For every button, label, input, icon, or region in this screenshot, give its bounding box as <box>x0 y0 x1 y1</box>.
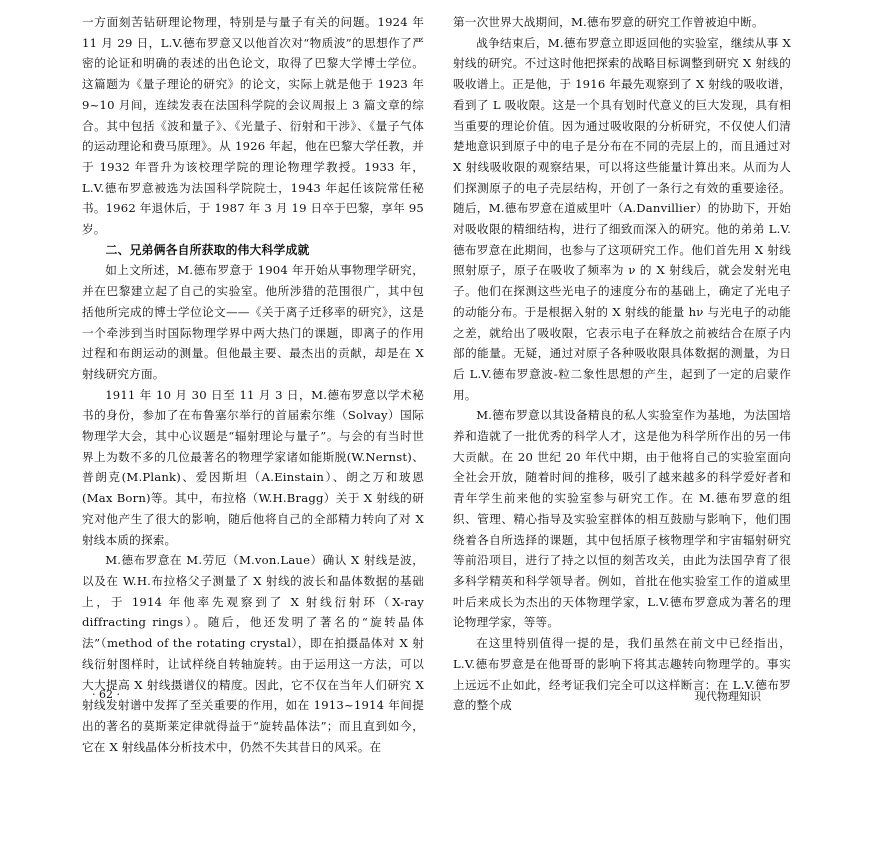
paragraph: 战争结束后，M.德布罗意立即返回他的实验室，继续从事 X 射线的研究。不过这时他把探索的战略目标调整到研究 X 射线的吸收谱上。正是他，于 1916 年最先观察到了 X 射线的吸收谱，看到了 L 吸收限。这是一个具有划时代意义的巨大发现，具有相当重要的理论价值。因为通过吸收限的分析研究，不仅使人们清楚地意识到原子中的电子是分布在不同的壳层上的，而且通过对 X 射线吸收限的观察结果，可以将这些能量计算出来。从而为人们探测原子的电子壳层结构，开创了一条行之有效的重要途径。随后，M.德布罗意在道威里叶（A.Danvillier）的协助下，开始对吸收限的精细结构，进行了细致而深入的研究。他的弟弟 L.V.德布罗意在此期间，也参与了这项研究工作。他们首先用 X 射线照射原子，原子在吸收了频率为 ν 的 X 射线后，就会发射光电子。他们在探测这些光电子的速度分布的基础上，确定了光电子的动能分布。于是根据入射的 X 射线的能量 hν 与光电子的动能之差，就给出了吸收限，它表示电子在释放之前被结合在原子内部的能量。无疑，通过对原子各种吸收限具体数据的测量，为日后 L.V.德布罗意波-粒二象性思想的产生，起到了一定的启蒙作用。 <box>453 35 791 402</box>
paragraph: 1911 年 10 月 30 日至 11 月 3 日，M.德布罗意以学术秘书的身份，参加了在布鲁塞尔举行的首届索尔维（Solvay）国际物理学大会，其中心议题是“辐射理论与量子”。与会的有当时世界上为数不多的几位最著名的物理学家诸如能斯脱(W.Nernst)、普朗克(M.Plank)、爱因斯坦（A.Einstain）、朗之万和玻恩(Max Born)等。其中，布拉格（W.H.Bragg）关于 X 射线的研究对他产生了很大的影响，随后他将自己的全部精力转向了对 X 射线本质的探索。 <box>82 387 424 547</box>
paragraph: 一方面刻苦钻研理论物理，特别是与量子有关的问题。1924 年 11 月 29 日，L.V.德布罗意又以他首次对“物质波”的思想作了严密的论证和明确的表述的出色论文，取得了巴黎大学博士学位。这篇题为《量子理论的研究》的论文，实际上就是他于 1923 年 9~10 月间，连续发表在法国科学院的会议周报上 3 篇文章的综合。其中包括《波和量子》、《光量子、衍射和干涉》、《量子气体的运动理论和费马原理》。从 1926 年起，他在巴黎大学任教，并于 1932 年晋升为该校理学院的理论物理学教授。1933 年，L.V.德布罗意被选为法国科学院院士，1943 年起任该院常任秘书。1962 年退休后，于 1987 年 3 月 19 日卒于巴黎，享年 95 岁。 <box>82 15 424 237</box>
right-column <box>453 12 791 716</box>
paragraph: 第一次世界大战期间，M.德布罗意的研究工作曾被迫中断。 <box>453 15 764 29</box>
left-column <box>82 12 424 757</box>
paragraph: M.德布罗意在 M.劳厄（M.von.Laue）确认 X 射线是波，以及在 W.H.布拉格父子测量了 X 射线的波长和晶体数据的基础上，于 1914 年他率先观察到了 X 射线衍射环（X-ray diffracting rings）。随后，他还发明了著名的“旋转晶体法”（method of the rotating crystal），即在拍摄晶体对 X 射线衍射图样时，让试样绕自转轴旋转。由于运用这一方法，可以大大提高 X 射线摄谱仪的精度。因此，它不仅在当年人们研究 X 射线发射谱中发挥了至关重要的作用，如在 1913~1914 年间提出的著名的莫斯莱定律就得益于“旋转晶体法”；而且直到如今，它在 X 射线晶体分析技术中，仍然不失其昔日的风采。在 <box>82 553 424 754</box>
journal-name: 现代物理知识 <box>695 690 761 703</box>
page-number: · 62 · <box>92 688 120 701</box>
paragraph: 在这里特别值得一提的是，我们虽然在前文中已经指出，L.V.德布罗意是在他哥哥的影响下将其志趣转向物理学的。事实上远远不止如此，经考证我们完全可以这样断言：在 L.V.德布罗意的整个成 <box>453 636 791 713</box>
paragraph: 如上文所述，M.德布罗意于 1904 年开始从事物理学研究，并在巴黎建立起了自己的实验室。他所涉猎的范围很广，其中包括他所完成的博士学位论文——《关于离子迁移率的研究》，这是一个牵涉到当时国际物理学界中两大热门的课题，即离子的作用过程和布朗运动的测量。但他最主要、最杰出的贡献，却是在 X 射线研究方面。 <box>82 263 424 381</box>
section-heading: 二、兄弟俩各自所获取的伟大科学成就 <box>105 242 310 257</box>
paragraph: M.德布罗意以其设备精良的私人实验室作为基地，为法国培养和造就了一批优秀的科学人才，这是他为科学所作出的另一伟大贡献。在 20 世纪 20 年代中期，由于他将自己的实验室面向全社会开放，随着时间的推移，吸引了越来越多的科学爱好者和青年学生前来他的实验室参与研究工作。在 M.德布罗意的组织、管理、精心指导及实验室群体的相互鼓励与影响下，他们围绕着各自所选择的课题，其中包括原子核物理学和宇宙辐射研究等前沿项目，进行了持之以恒的刻苦攻关，由此为法国孕育了很多科学精英和科学领导者。例如，首批在他实验室工作的道威里叶后来成长为杰出的天体物理学家，L.V.德布罗意成为著名的理论物理学家，等等。 <box>453 408 791 630</box>
